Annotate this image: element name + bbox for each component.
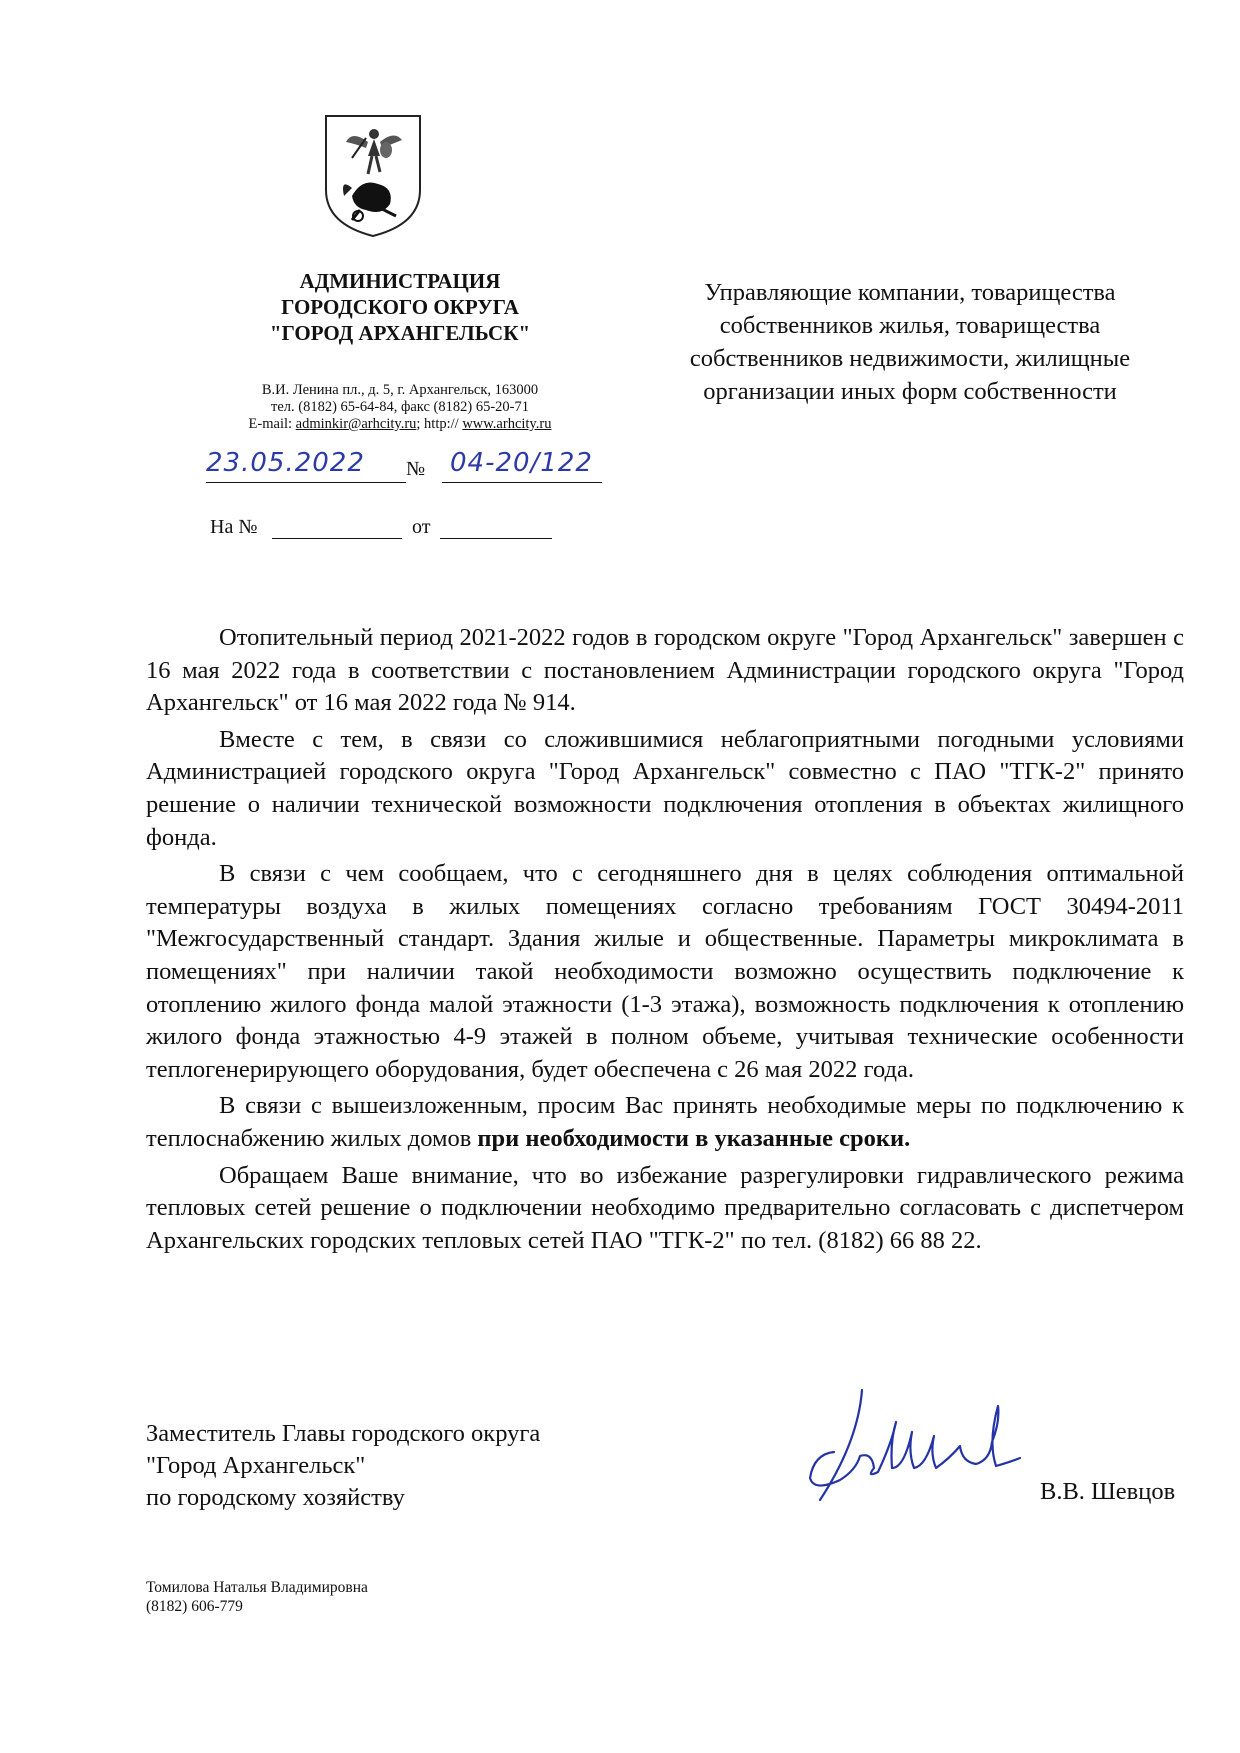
signatory-title-line-1: Заместитель Главы городского округа [146,1420,541,1447]
paragraph-3: В связи с чем сообщаем, что с сегодняшнего дня в целях соблюдения оптимальной температуры воздуха в жилых помещениях согласно требованиям ГОСТ 30494-2011 "Межгосударственный стандарт. Здания жилые и общественные. Параметры микроклимата в помещениях" при наличии такой необходимости возможно осуществить подключение к отоплению жилого фонда малой этажности (1-3 этажа), возможность подключения к отоплению жилого фонда этажностью 4-9 этажей в полном объеме, учитывая технические особенности теплогенерирующего оборудования, будет обеспечена с 26 мая 2022 года. [146,860,1184,1083]
sender-contacts [200,382,600,433]
signatory-title-line-3: по городскому хозяйству [146,1484,405,1511]
reply-number-label: На № [210,516,258,538]
addressee-line-4: организации иных форм собственности [703,378,1117,405]
org-line-2: ГОРОДСКОГО ОКРУГА [281,295,519,319]
sender-web-line [200,416,600,433]
addressee-line-3: собственников недвижимости, жилищные [689,345,1131,372]
paragraph-4-text: В связи с вышеизложенным, просим Вас принять необходимые меры по подключению к теплоснабжению жилых домов [146,1092,1184,1152]
sender-organization [200,268,600,346]
signatory-name: В.В. Шевцов [1040,1478,1176,1505]
paragraph-1: Отопительный период 2021-2022 годов в городском округе "Город Архангельск" завершен с 16 мая 2022 года в соответствии с постановлением Администрации городского округа "Город Архангельск" от 16 мая 2022 года № 914. [146,624,1184,717]
number-sign: № [406,458,426,480]
registration-number: 04-20/122 [450,448,593,478]
paragraph-4-emphasis: при необходимости в указанные сроки. [477,1124,911,1152]
addressee-line-1: Управляющие компании, товарищества [704,279,1116,306]
registration-line [200,448,620,492]
email-link[interactable]: adminkir@arhcity.ru [295,416,417,432]
paragraph-2: Вместе с тем, в связи со сложившимися неблагоприятными погодными условиями Администрацией городского округа "Город Архангельск" совместно с ПАО "ТГК-2" принято решение о наличии технической возможности подключения отопления в объектах жилищного фонда. [146,725,1184,851]
sender-phones: тел. (8182) 65-64-84, факс (8182) 65-20-71 [271,399,529,415]
org-line-1: АДМИНИСТРАЦИЯ [299,269,501,293]
sender-address: В.И. Ленина пл., д. 5, г. Архангельск, 163000 [261,382,539,398]
number-underline [442,482,602,483]
website-link[interactable]: www.arhcity.ru [462,416,552,432]
executor-name: Томилова Наталья Владимировна [146,1579,368,1596]
letter-body [146,622,1184,1261]
reply-reference [210,516,570,546]
registration-date: 23.05.2022 [206,448,365,478]
email-label: E-mail: [248,416,296,432]
reply-date-label: от [412,516,431,538]
signatory-title-line-2: "Город Архангельск" [146,1452,366,1479]
web-label: ; http:// [416,416,463,432]
date-underline [206,482,406,483]
reply-number-blank [272,538,402,539]
paragraph-5: Обращаем Ваше внимание, что во избежание разрегулировки гидравлического режима тепловых сетей решение о подключении необходимо предварительно согласовать с диспетчером Архангельских городских тепловых сетей ПАО "ТГК-2" по тел. (8182) 66 88 22. [146,1161,1184,1254]
executor-info [146,1578,368,1616]
paragraph-4 [146,1090,1184,1155]
arkhangelsk-coat-of-arms-icon [322,112,424,240]
org-line-3: "ГОРОД АРХАНГЕЛЬСК" [269,321,531,345]
addressee-line-2: собственников жилья, товарищества [719,312,1101,339]
addressee [640,276,1180,408]
handwritten-signature [800,1382,1050,1512]
executor-phone: (8182) 606-779 [146,1598,243,1615]
signatory-title [146,1418,540,1514]
reply-date-blank [440,538,552,539]
